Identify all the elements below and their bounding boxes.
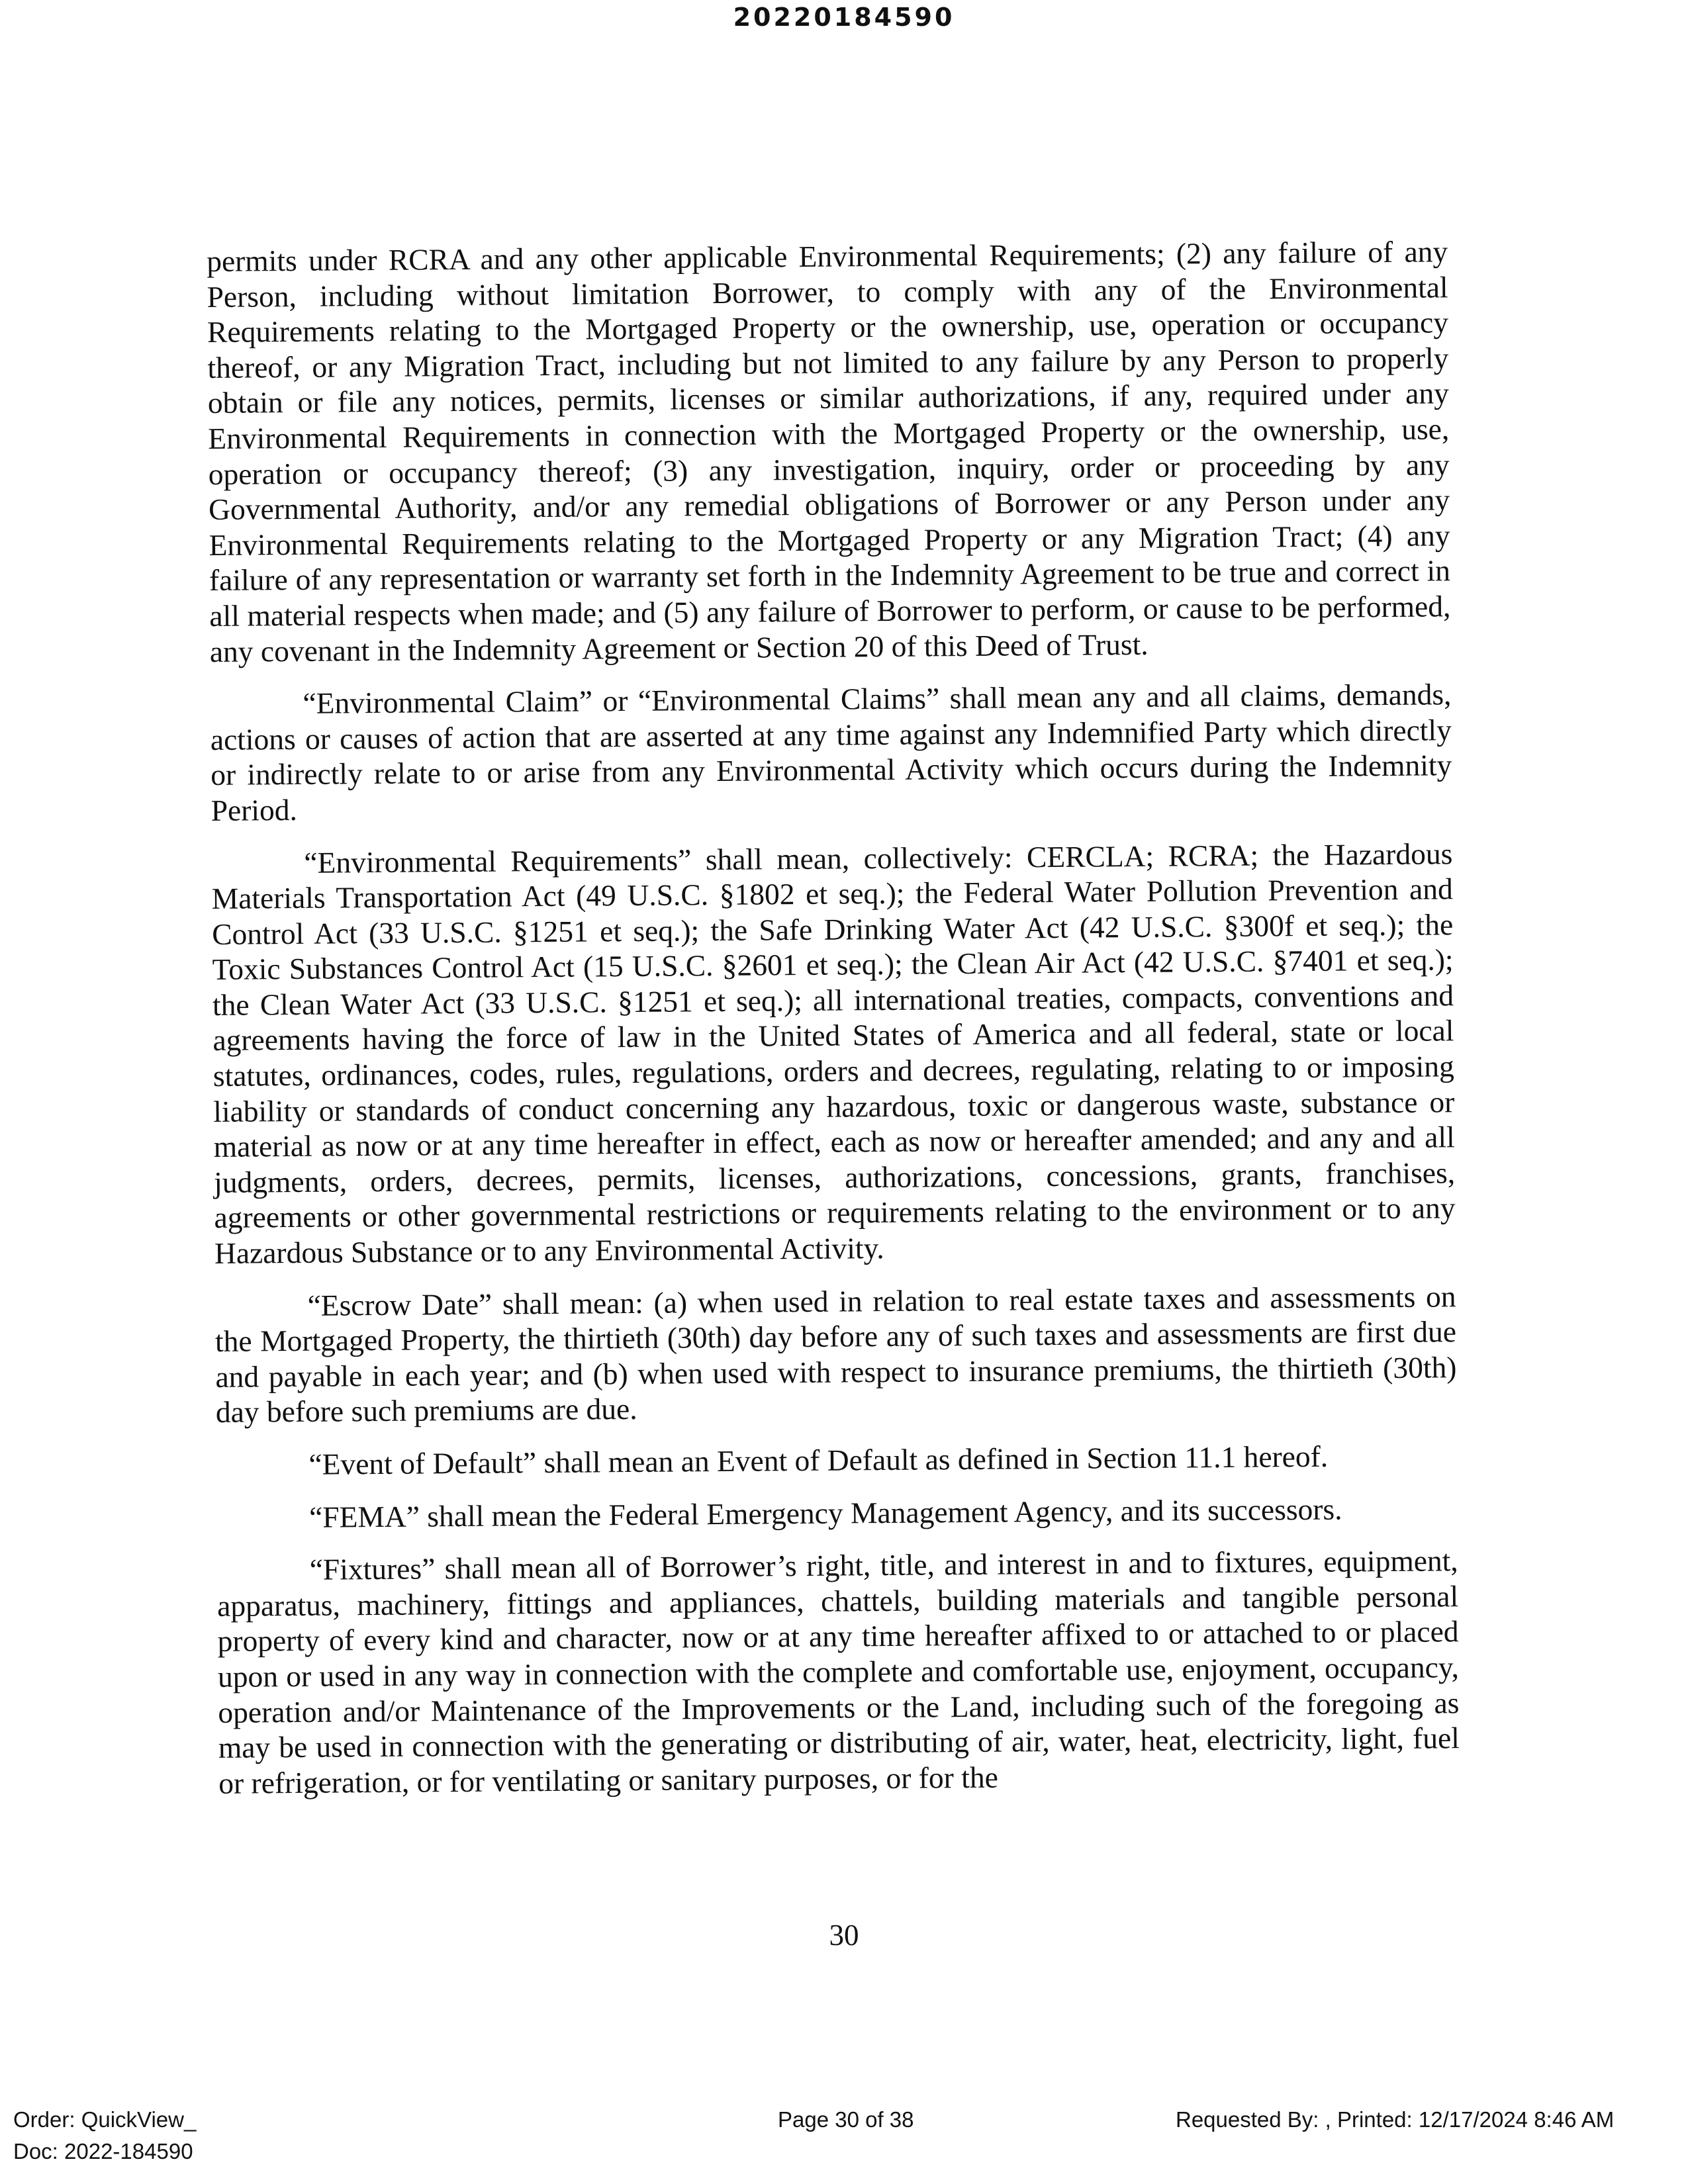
page-number: 30	[829, 1919, 859, 1952]
paragraph-escrow-date: “Escrow Date” shall mean: (a) when used in relation to real estate taxes and assessments on the Mortgaged Property, the thirtieth (30th) day before any of such taxes and assessments are first due and payable in each year; and (b) when used with respect to insurance premiums, the thirtieth (30th) day before such premiums are due.	[214, 1279, 1457, 1430]
paragraph-fixtures: “Fixtures” shall mean all of Borrower’s right, title, and interest in and to fixtures, equipment, apparatus, machinery, fittings and appliances, chattels, building materials and tangible personal property of every kind and character, now or at any time hereafter affixed to or attached to or placed upon or used in any way in connection with the complete and comfortable use, enjoyment, occupancy, operation and/or Maintenance of the Improvements or the Land, including such of the foregoing as may be used in connection with the generating or distributing of air, water, heat, electricity, light, fuel or refrigeration, or for ventilating or sanitary purposes, or for the	[216, 1543, 1460, 1800]
footer-order: Order: QuickView_	[13, 2107, 197, 2132]
footer-requested-printed: Requested By: , Printed: 12/17/2024 8:46 AM	[1176, 2107, 1615, 2132]
paragraph-fema: “FEMA” shall mean the Federal Emergency Management Agency, and its successors.	[308, 1492, 1342, 1534]
paragraph-environmental-requirements: “Environmental Requirements” shall mean, collectively: CERCLA; RCRA; the Hazardous Materials Transportation Act (49 U.S.C. §1802 et seq.); the Federal Water Pollution Prevention and Control Act (33 U.S.C. §1251 et seq.); the Safe Drinking Water Act (42 U.S.C. §300f et seq.); the Toxic Substances Control Act (15 U.S.C. §2601 et seq.); the Clean Air Act (42 U.S.C. §7401 et seq.); the Clean Water Act (33 U.S.C. §1251 et seq.); all international treaties, compacts, conventions and agreements having the force of law in the United States of America and all federal, state or local statutes, ordinances, codes, rules, regulations, orders and decrees, regulating, relating to or imposing liability or standards of conduct concerning any hazardous, toxic or dangerous waste, substance or material as now or at any time hereafter in effect, each as now or hereafter amended; and any and all judgments, orders, decrees, permits, licenses, authorizations, concessions, grants, franchises, agreements or other governmental restrictions or requirements relating to the environment or to any Hazardous Substance or to any Environmental Activity.	[211, 836, 1456, 1270]
footer-page-count: Page 30 of 38	[778, 2107, 914, 2132]
paragraph-event-of-default: “Event of Default” shall mean an Event of Default as defined in Section 11.1 hereof.	[308, 1439, 1329, 1481]
paragraph-environmental-claim: “Environmental Claim” or “Environmental Claims” shall mean any and all claims, demands, actions or causes of action that are asserted at any time against any Indemnified Party which directly or indirectly relate to or arise from any Environmental Activity which occurs during the Indemnity Period.	[210, 677, 1452, 827]
document-number: 20220184590	[733, 3, 955, 32]
paragraph-environmental-activity-continued: permits under RCRA and any other applicable Environmental Requirements; (2) any failure of any Person, including without limitation Borrower, to comply with any of the Environmental Requirements relating to the Mortgaged Property or the ownership, use, operation or occupancy thereof, or any Migration Tract, including but not limited to any failure by any Person to properly obtain or file any notices, permits, licenses or similar authorizations, if any, required under any Environmental Requirements in connection with the Mortgaged Property or the ownership, use, operation or occupancy thereof; (3) any investigation, inquiry, order or proceeding by any Governmental Authority, and/or any remedial obligations of Borrower or any Person under any Environmental Requirements relating to the Mortgaged Property or any Migration Tract; (4) any failure of any representation or warranty set forth in the Indemnity Agreement to be true and correct in all material respects when made; and (5) any failure of Borrower to perform, or cause to be performed, any covenant in the Indemnity Agreement or Section 20 of this Deed of Trust.	[207, 234, 1451, 668]
page-body	[207, 234, 1460, 1818]
footer-doc: Doc: 2022-184590	[13, 2139, 193, 2163]
